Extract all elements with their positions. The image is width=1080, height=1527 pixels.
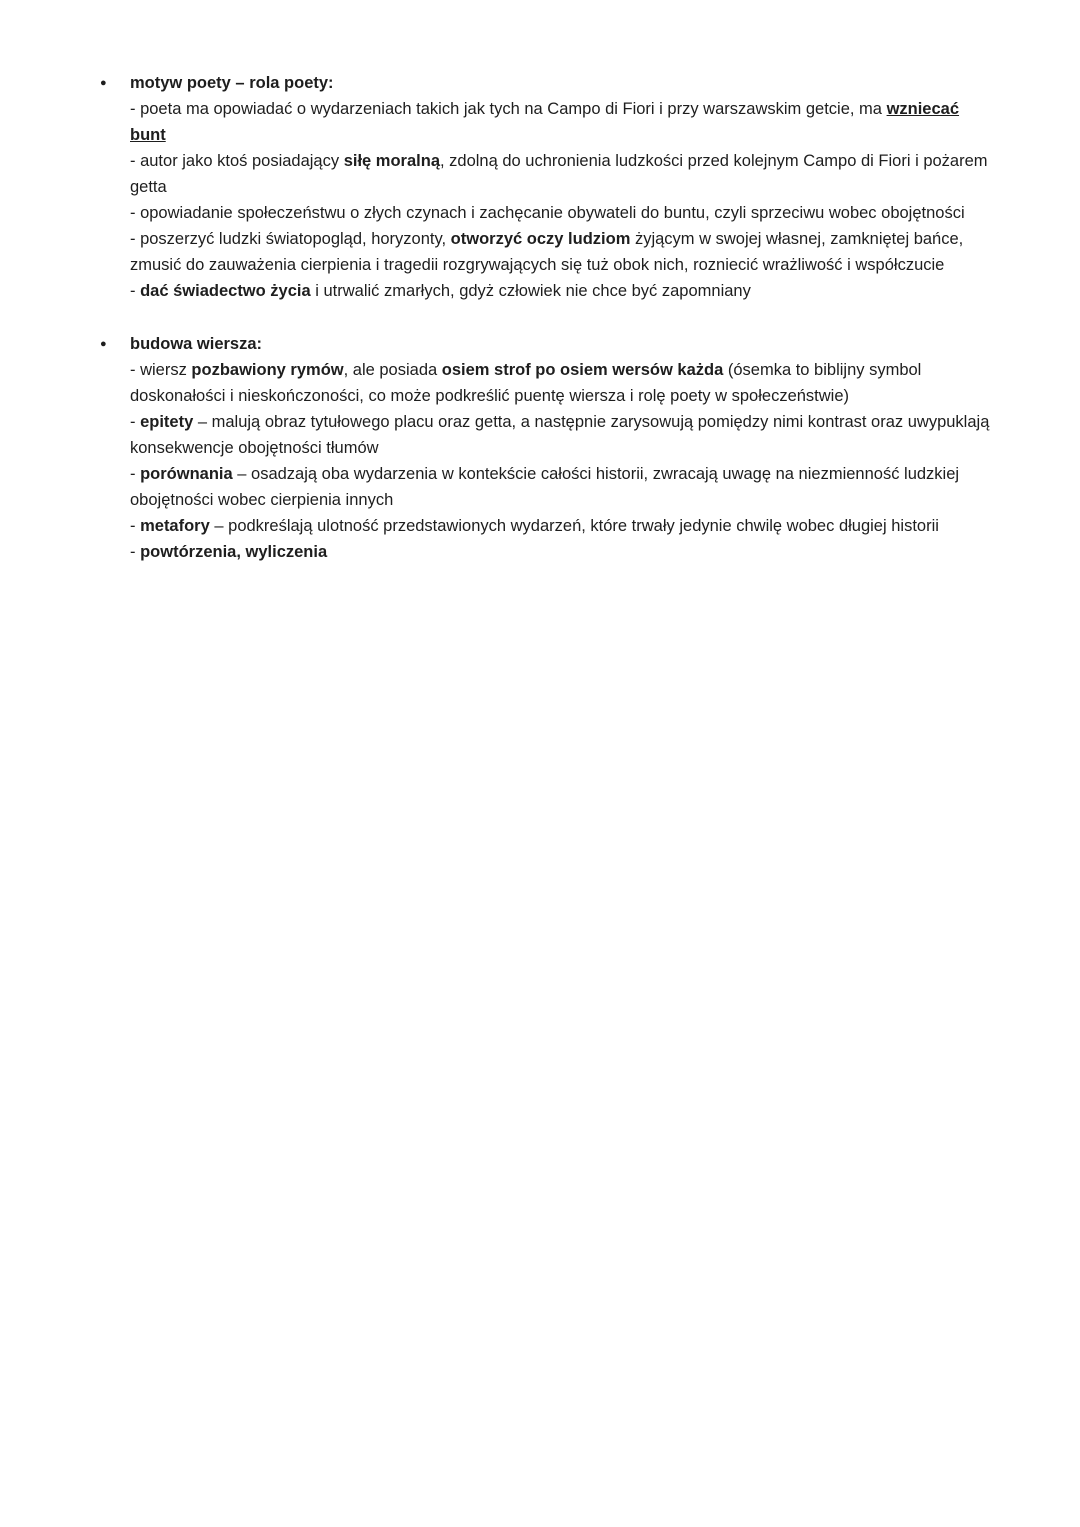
section-lines — [130, 357, 995, 565]
list-item-body — [130, 331, 995, 565]
bullet-marker: ● — [100, 338, 107, 350]
list-item — [100, 331, 995, 565]
note-paragraph: - autor jako ktoś posiadający siłę moralną, zdolną do uchronienia ludzkości przed kolejnym Campo di Fiori i pożarem getta — [130, 152, 988, 196]
bullet-marker: ● — [100, 77, 107, 89]
note-paragraph: - powtórzenia, wyliczenia — [130, 543, 328, 561]
list-item-body — [130, 70, 995, 304]
note-paragraph: - poeta ma opowiadać o wydarzeniach takich jak tych na Campo di Fiori i przy warszawskim getcie, ma wzniecać bunt — [130, 100, 960, 144]
section-title: motyw poety – rola poety: — [130, 74, 334, 92]
notes-list — [100, 70, 995, 565]
note-paragraph: - poszerzyć ludzki światopogląd, horyzonty, otworzyć oczy ludziom żyjącym w swojej własnej, zamkniętej bańce, zmusić do zauważenia cierpienia i tragedii rozgrywających się tuż obok nich, rozniecić wrażliwość i współczucie — [130, 230, 964, 274]
note-paragraph: - opowiadanie społeczeństwu o złych czynach i zachęcanie obywateli do buntu, czyli sprzeciwu wobec obojętności — [130, 204, 965, 222]
note-paragraph: - metafory – podkreślają ulotność przedstawionych wydarzeń, które trwały jedynie chwilę wobec długiej historii — [130, 517, 939, 535]
section-lines — [130, 96, 995, 304]
section-title: budowa wiersza: — [130, 335, 263, 353]
note-paragraph: - dać świadectwo życia i utrwalić zmarłych, gdyż człowiek nie chce być zapomniany — [130, 282, 751, 300]
note-paragraph: - wiersz pozbawiony rymów, ale posiada osiem strof po osiem wersów każda (ósemka to biblijny symbol doskonałości i nieskończoności, co może podkreślić puentę wiersza i rolę poety w społeczeństwie) — [130, 361, 922, 405]
list-item — [100, 70, 995, 304]
note-paragraph: - porównania – osadzają oba wydarzenia w kontekście całości historii, zwracają uwagę na niezmienność ludzkiej obojętności wobec cierpienia innych — [130, 465, 960, 509]
note-paragraph: - epitety – malują obraz tytułowego placu oraz getta, a następnie zarysowują pomiędzy nimi kontrast oraz uwypuklają konsekwencje obojętności tłumów — [130, 413, 990, 457]
